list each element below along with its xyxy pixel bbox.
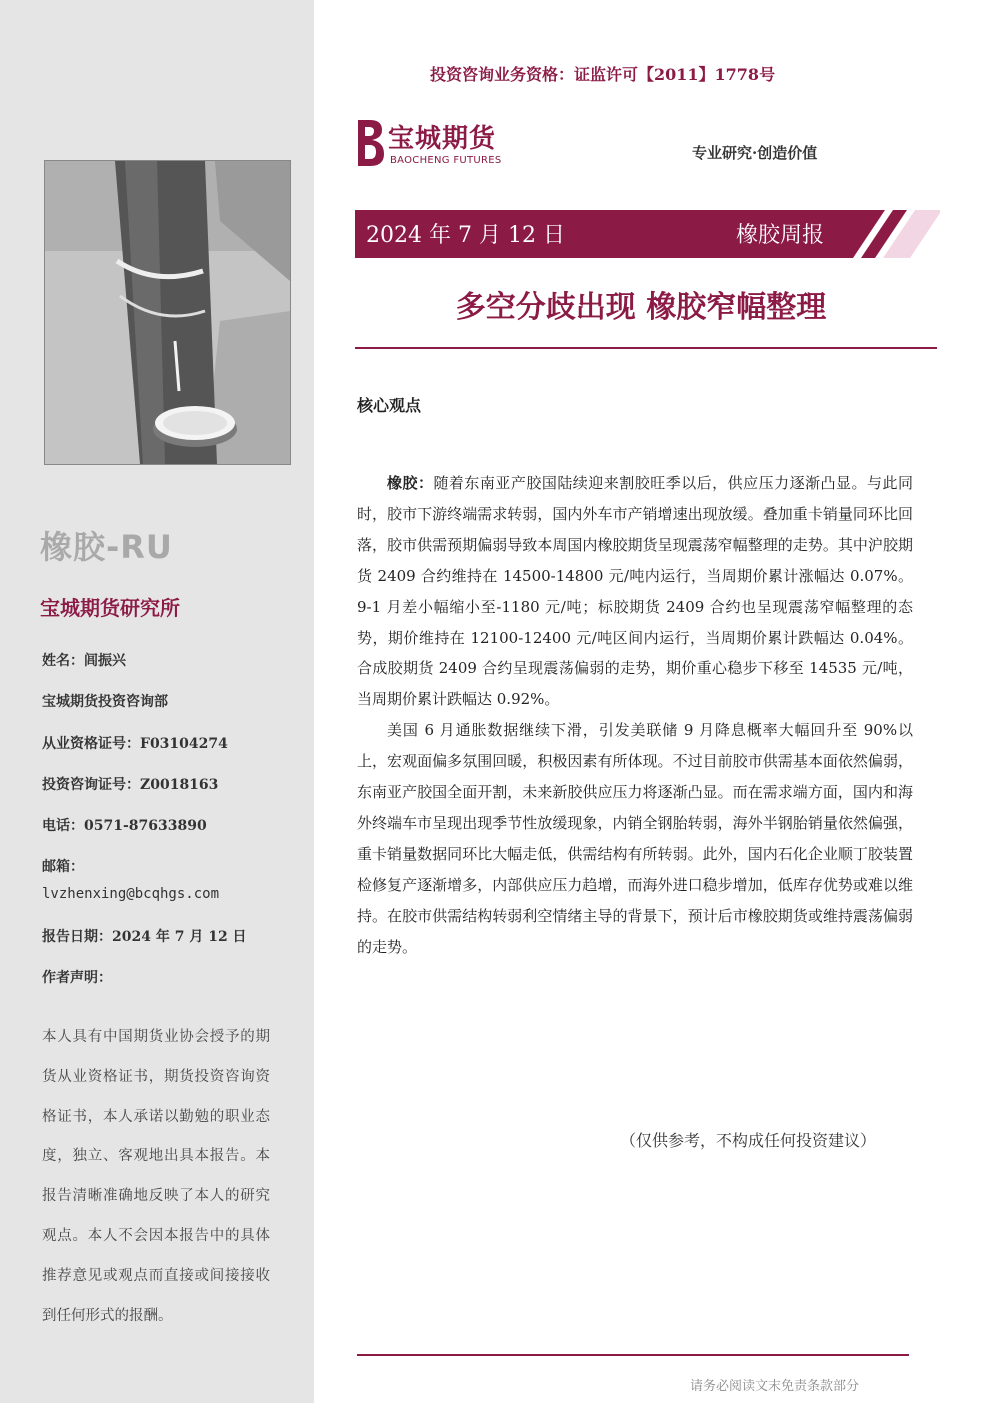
report-date: 报告日期：2024 年 7 月 12 日	[42, 929, 247, 945]
author-declaration-label: 作者声明：	[42, 970, 112, 986]
title-divider	[355, 347, 937, 349]
logo-text-en: BAOCHENG FUTURES	[390, 155, 502, 166]
paragraph-rubber	[357, 468, 913, 715]
section-title: 核心观点	[357, 396, 422, 415]
logo-mark-icon	[354, 118, 386, 168]
report-title: 多空分歧出现 橡胶窄幅整理	[455, 290, 827, 325]
product-name: 橡胶-RU	[40, 528, 173, 566]
slogan: 专业研究·创造价值	[692, 144, 818, 162]
qualification-number: 从业资格证号：F03104274	[42, 736, 228, 752]
footer-divider	[357, 1354, 909, 1356]
qualification-line: 投资咨询业务资格：证监许可【2011】1778号	[430, 65, 776, 84]
paragraph-lead: 橡胶：	[387, 474, 434, 492]
report-type: 橡胶周报	[736, 223, 825, 248]
phone: 电话：0571-87633890	[42, 818, 207, 834]
company-logo	[354, 118, 524, 170]
consulting-number: 投资咨询证号：Z0018163	[42, 777, 219, 793]
paragraph-macro: 美国 6 月通胀数据继续下滑，引发美联储 9 月降息概率大幅回升至 90%以上，宏观面偏多氛围回暖，积极因素有所体现。不过目前胶市供需基本面依然偏弱，东南亚产胶国全面开割，未来新胶供应压力将逐渐凸显。而在需求端方面，国内和海外终端车市呈现出现季节性放缓现象，内销全钢胎转弱，海外半钢胎销量依然偏强，重卡销量数据同环比大幅走低，供需结构有所转弱。此外，国内石化企业顺丁胶装置检修复产逐渐增多，内部供应压力趋增，而海外进口稳步增加，低库存优势或难以维持。在胶市供需结构转弱利空情绪主导的背景下，预计后市橡胶期货或维持震荡偏弱的走势。	[357, 721, 913, 956]
department: 宝城期货投资咨询部	[42, 694, 168, 710]
rubber-tree-photo	[44, 160, 291, 465]
logo-text-cn: 宝城期货	[388, 124, 497, 154]
report-body	[357, 468, 913, 963]
institute-name: 宝城期货研究所	[40, 596, 180, 620]
analyst-name: 姓名：闾振兴	[42, 653, 126, 669]
email-label: 邮箱：	[42, 859, 84, 875]
paragraph-rubber-text: 随着东南亚产胶国陆续迎来割胶旺季以后，供应压力逐渐凸显。与此同时，胶市下游终端需求转弱，国内外车市产销增速出现放缓。叠加重卡销量同环比回落，胶市供需预期偏弱导致本周国内橡胶期货呈现震荡窄幅整理的走势。其中沪胶期货 2409 合约维持在 14500-14800 元/吨内运行，当周期价累计涨幅达 0.07%。9-1 月差小幅缩小至-1180 元/吨；标胶期货 2409 合约也呈现震荡窄幅整理的态势，期价维持在 12100-12400 元/吨区间内运行，当周期价累计跌幅达 0.04%。合成胶期货 2409 合约呈现震荡偏弱的走势，期价重心稳步下移至 14535 元/吨，当周期价累计跌幅达 0.92%。	[357, 474, 913, 709]
investment-disclaimer: （仅供参考，不构成任何投资建议）	[620, 1131, 877, 1150]
footer-note: 请务必阅读文末免责条款部分	[690, 1379, 860, 1394]
email-address[interactable]: lvzhenxing@bcqhgs.com	[42, 886, 220, 902]
report-date-banner: 2024 年 7 月 12 日	[366, 223, 565, 248]
author-declaration-text: 本人具有中国期货业协会授予的期货从业资格证书，期货投资咨询资格证书，本人承诺以勤勉的职业态度，独立、客观地出具本报告。本报告清晰准确地反映了本人的研究观点。本人不会因本报告中的具体推荐意见或观点而直接或间接接收到任何形式的报酬。	[42, 1029, 270, 1324]
